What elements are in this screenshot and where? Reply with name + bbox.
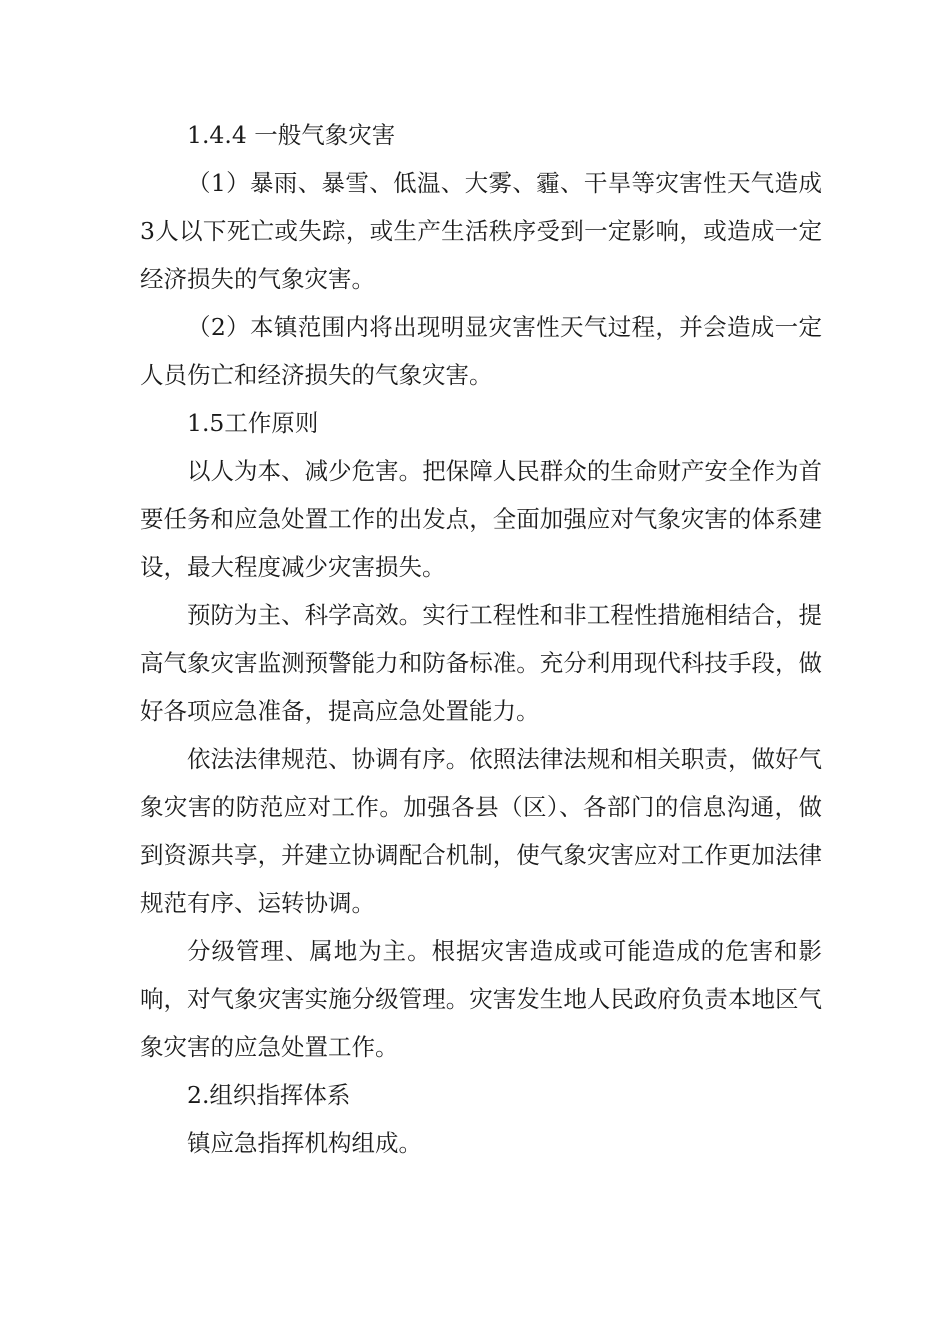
paragraph-principle-legal: 依法法律规范、协调有序。依照法律法规和相关职责，做好气象灾害的防范应对工作。加强各县（区）、各部门的信息沟通，做到资源共享，并建立协调配合机制，使气象灾害应对工作更加法律规范有序、运转协调。	[140, 745, 822, 917]
paragraph-principle-prevention: 预防为主、科学高效。实行工程性和非工程性措施相结合，提高气象灾害监测预警能力和防备标准。充分利用现代科技手段，做好各项应急准备，提高应急处置能力。	[140, 601, 822, 725]
paragraph-principle-people-first: 以人为本、减少危害。把保障人民群众的生命财产安全作为首要任务和应急处置工作的出发点，全面加强应对气象灾害的体系建设，最大程度减少灾害损失。	[140, 457, 822, 581]
paragraph-general-disaster-2: （2）本镇范围内将出现明显灾害性天气过程，并会造成一定人员伤亡和经济损失的气象灾害。	[140, 313, 822, 389]
document-body	[140, 111, 822, 1167]
paragraph-principle-tiered: 分级管理、属地为主。根据灾害造成或可能造成的危害和影响，对气象灾害实施分级管理。灾害发生地人民政府负责本地区气象灾害的应急处置工作。	[140, 937, 822, 1061]
section-heading-2: 2.组织指挥体系	[187, 1081, 351, 1109]
section-heading-1-5: 1.5工作原则	[187, 409, 319, 437]
paragraph-general-disaster-1: （1）暴雨、暴雪、低温、大雾、霾、干旱等灾害性天气造成3人以下死亡或失踪，或生产生活秩序受到一定影响，或造成一定经济损失的气象灾害。	[140, 169, 822, 293]
paragraph-command-structure: 镇应急指挥机构组成。	[187, 1129, 422, 1157]
section-heading-1-4-4: 1.4.4 一般气象灾害	[187, 121, 396, 149]
